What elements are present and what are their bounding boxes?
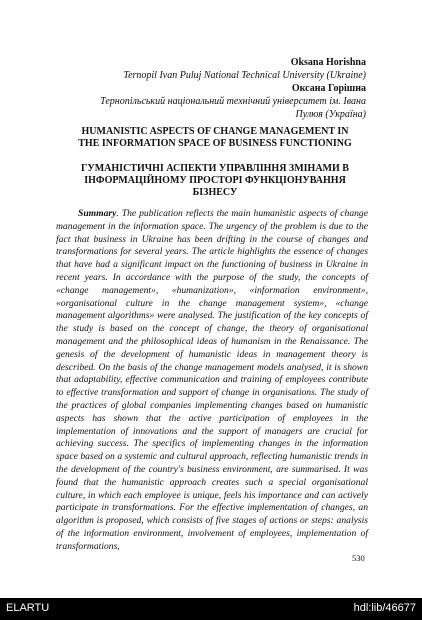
summary-label: Summary [78, 208, 117, 219]
title-ua-line2: ІНФОРМАЦІЙНОМУ ПРОСТОРІ ФУНКЦІОНУВАННЯ [84, 175, 346, 186]
author-affiliation-en: Ternopil Ivan Puluj National Technical University (Ukraine) [123, 70, 366, 81]
title-en-line1: HUMANISTIC ASPECTS OF CHANGE MANAGEMENT IN [81, 126, 349, 137]
summary-paragraph [56, 208, 368, 554]
handle-identifier: hdl:lib/46677 [353, 602, 416, 614]
repository-name: ELARTU [6, 602, 50, 614]
title-ua-line1: ГУМАНІСТИЧНІ АСПЕКТИ УПРАВЛІННЯ ЗМІНАМИ В [81, 163, 349, 174]
summary-text: . The publication reflects the main humanistic aspects of change management in the information space. The urgency of the problem is due to the fact that business in Ukraine has been drifting in the course of changes and transformations for several years. The article highlights the essence of changes that have had a significant impact on the functioning of business in Ukraine in recent years. In accordance with the purpose of the study, the concepts of «change management», «humanization», «information environment», «organisational culture in the change management system», «change management algorithms» were analysed. The justification of the key concepts of the study is based on the concept of change, the theory of organisational management and the philosophical ideas of humanism in the Renaissance. The genesis of the development of humanistic ideas in management theory is described. On the basis of the change management models analysed, it is shown that adaptability, effective communication and training of employees contribute to effective transformation and support of change in organisations. The study of the practices of global companies implementing changes based on humanistic aspects has shown that the active participation of employees in the implementation of innovations and the support of managers are crucial for achieving success. The specifics of implementing changes in the information space based on a systemic and cultural approach, reflecting humanistic trends in the development of the country's business environment, are summarised. It was found that the humanistic approach creates such a special organisational culture, in which each employee is unique, feels his importance and can actively participate in transformations. For the effective implementation of changes, an algorithm is proposed, which consists of five stages of actions or steps: analysis of the information environment, involvement of employees, implementation of transformations, [56, 208, 368, 552]
author-name-ua: Оксана Горішна [291, 83, 366, 94]
author-affiliation-ua-line2: Пулюя (Україна) [295, 109, 366, 120]
title-ua-line3: БІЗНЕСУ [192, 187, 238, 198]
author-affiliation-ua-line1: Тернопільський національний технічний університет ім. Івана [100, 96, 366, 107]
author-name-en: Oksana Horishna [290, 57, 366, 68]
title-en-line2: THE INFORMATION SPACE OF BUSINESS FUNCTIONING [78, 138, 352, 149]
page-number: 530 [352, 553, 365, 563]
repository-footer-bar [0, 598, 422, 620]
